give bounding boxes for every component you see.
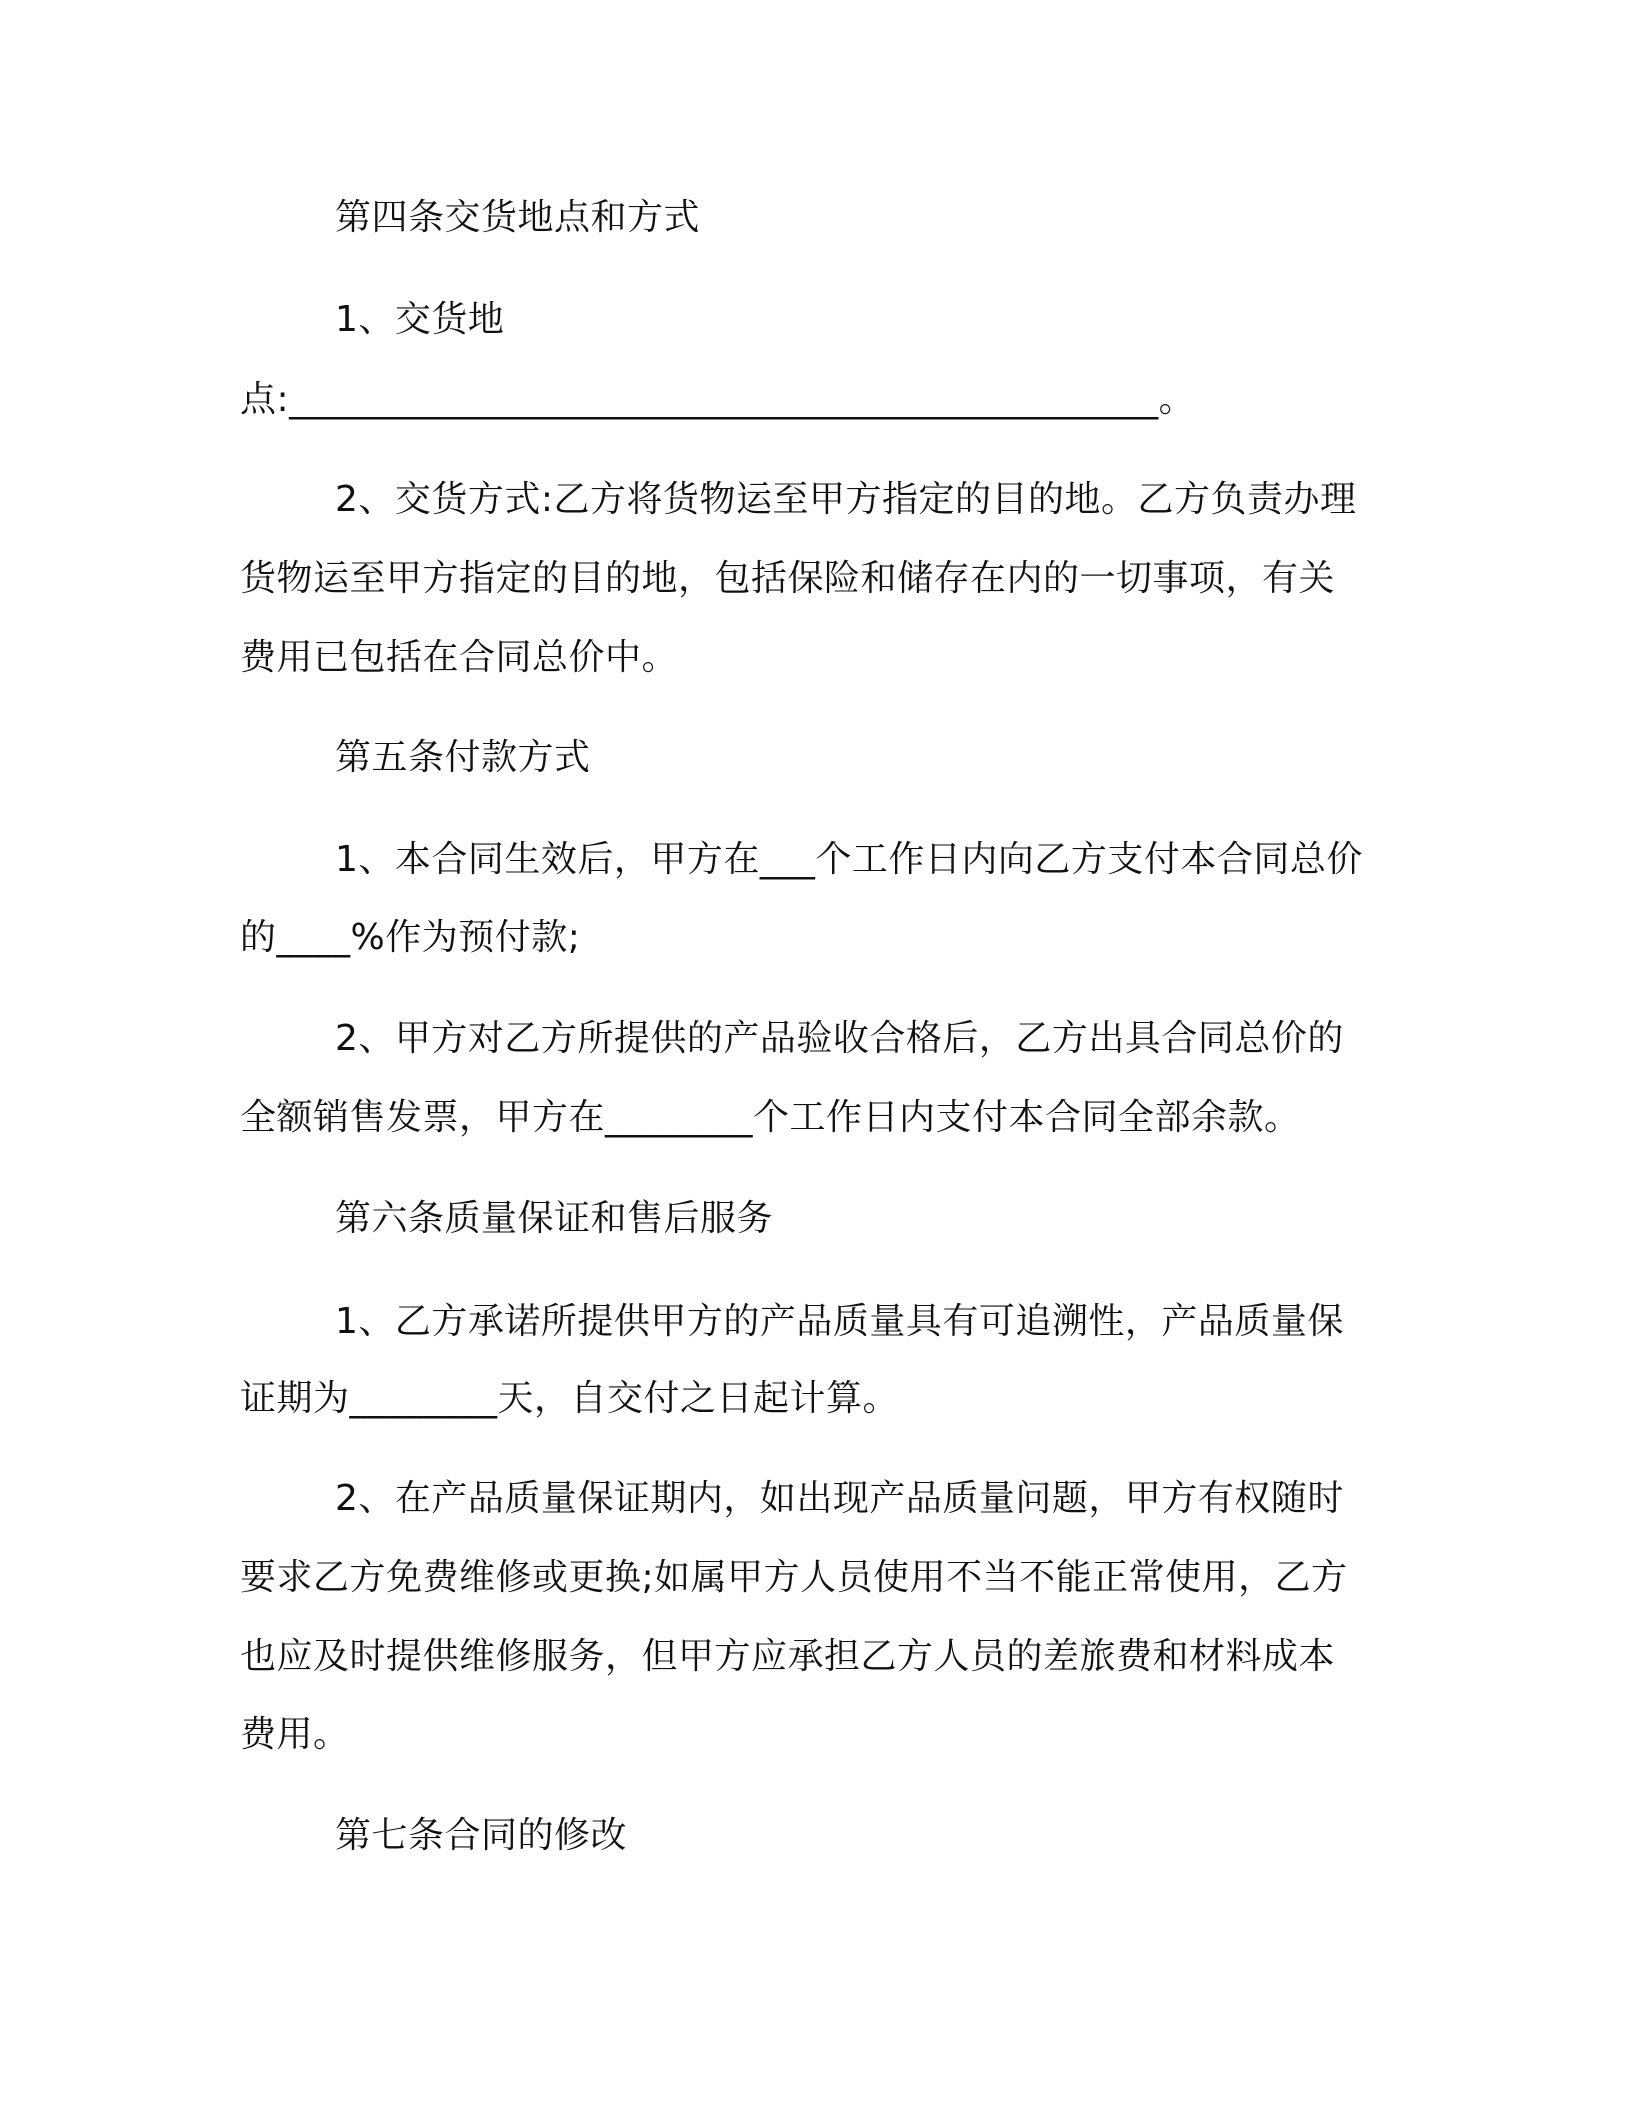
paragraph-line: 2、在产品质量保证期内，如出现产品质量问题，甲方有权随时 <box>335 1478 1344 1519</box>
paragraph-line: 1、本合同生效后，甲方在___个工作日内向乙方支付本合同总价 <box>335 839 1363 880</box>
paragraph-line: 全额销售发票，甲方在________个工作日内支付本合同全部余款。 <box>240 1097 1301 1138</box>
paragraph-line: 也应及时提供维修服务，但甲方应承担乙方人员的差旅费和材料成本 <box>240 1636 1336 1677</box>
paragraph-line: 货物运至甲方指定的目的地，包括保险和储存在内的一切事项，有关 <box>240 558 1336 599</box>
section-heading-4: 第四条交货地点和方式 <box>335 197 701 238</box>
section-heading-5: 第五条付款方式 <box>335 737 591 778</box>
paragraph-line: 1、乙方承诺所提供甲方的产品质量具有可追溯性，产品质量保 <box>335 1301 1344 1342</box>
paragraph-line: 2、交货方式:乙方将货物运至甲方指定的目的地。乙方负责办理 <box>335 479 1357 520</box>
section-heading-7: 第七条合同的修改 <box>335 1815 628 1856</box>
paragraph-line: 1、交货地 <box>335 299 505 340</box>
paragraph-line: 要求乙方免费维修或更换;如属甲方人员使用不当不能正常使用，乙方 <box>240 1557 1348 1598</box>
paragraph-line: 证期为________天，自交付之日起计算。 <box>240 1378 900 1419</box>
paragraph-line: 费用。 <box>240 1714 350 1755</box>
paragraph-line: 2、甲方对乙方所提供的产品验收合格后，乙方出具合同总价的 <box>335 1018 1344 1059</box>
section-heading-6: 第六条质量保证和售后服务 <box>335 1198 774 1239</box>
paragraph-line: 的____%作为预付款; <box>240 917 581 958</box>
paragraph-line: 点:_______________________________________________。 <box>240 379 1196 420</box>
paragraph-line: 费用已包括在合同总价中。 <box>240 637 679 678</box>
